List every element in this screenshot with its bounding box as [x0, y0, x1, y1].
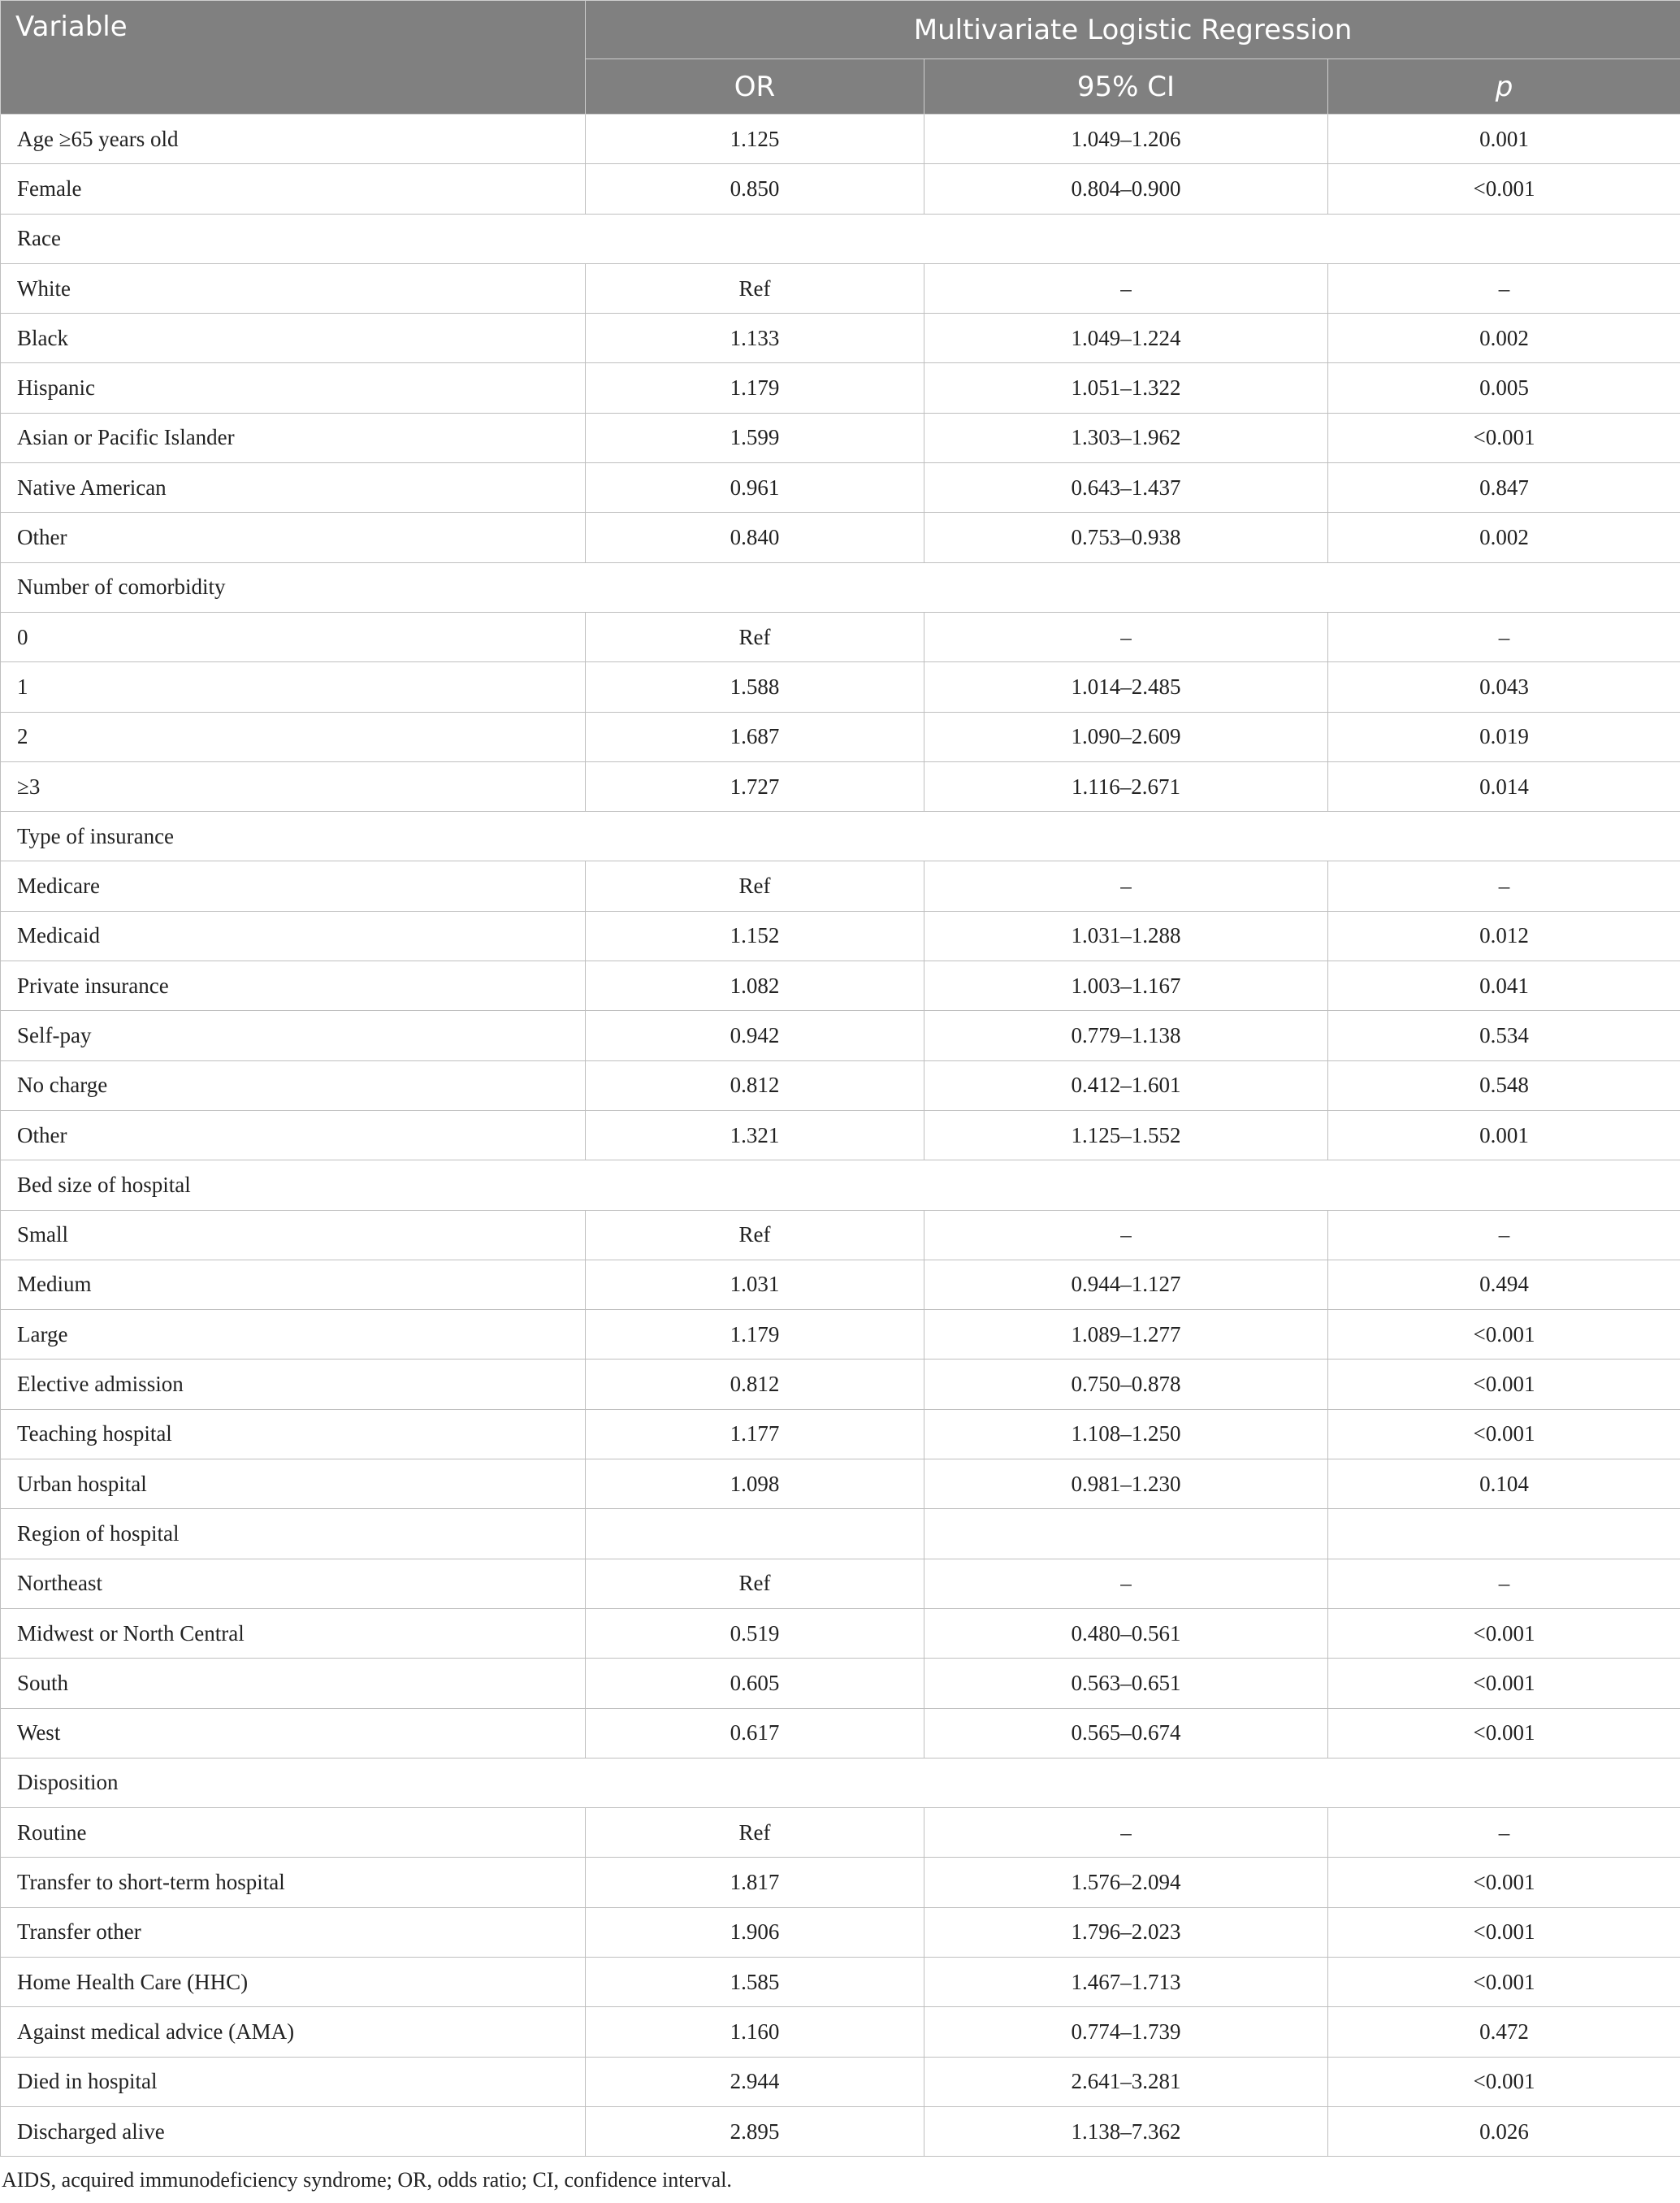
row-label: Urban hospital [1, 1459, 586, 1509]
odds-ratio-cell: 1.585 [586, 1957, 924, 2006]
confidence-interval-cell: – [924, 861, 1328, 911]
odds-ratio-cell: Ref [586, 1210, 924, 1260]
row-label: West [1, 1708, 586, 1758]
p-value-cell: 0.019 [1328, 712, 1680, 761]
table-row [1, 513, 1680, 562]
p-value-cell: <0.001 [1328, 1310, 1680, 1360]
row-label: Native American [1, 463, 586, 513]
confidence-interval-cell: 0.563–0.651 [924, 1659, 1328, 1708]
confidence-interval-cell: 1.138–7.362 [924, 2106, 1328, 2156]
confidence-interval-cell: 1.031–1.288 [924, 911, 1328, 961]
table-row [1, 463, 1680, 513]
table-row [1, 413, 1680, 462]
confidence-interval-cell: 1.303–1.962 [924, 413, 1328, 462]
table-row [1, 164, 1680, 214]
section-label: Bed size of hospital [1, 1160, 1680, 1210]
row-label: Self-pay [1, 1011, 586, 1060]
confidence-interval-cell: 1.108–1.250 [924, 1409, 1328, 1459]
table-row [1, 1907, 1680, 1957]
odds-ratio-cell: 0.617 [586, 1708, 924, 1758]
confidence-interval-cell: – [924, 1559, 1328, 1608]
confidence-interval-cell: 1.089–1.277 [924, 1310, 1328, 1360]
row-label: Transfer to short-term hospital [1, 1858, 586, 1907]
section-row [1, 1758, 1680, 1807]
confidence-interval-cell: 1.090–2.609 [924, 712, 1328, 761]
section-label: Disposition [1, 1758, 1680, 1807]
row-label: Died in hospital [1, 2057, 586, 2106]
p-value-cell: 0.001 [1328, 115, 1680, 164]
p-value-cell: – [1328, 1210, 1680, 1260]
p-value-cell: – [1328, 861, 1680, 911]
odds-ratio-cell: Ref [586, 1559, 924, 1608]
section-row [1, 214, 1680, 263]
odds-ratio-cell: Ref [586, 612, 924, 661]
odds-ratio-cell: 0.961 [586, 463, 924, 513]
odds-ratio-cell: 2.944 [586, 2057, 924, 2106]
p-value-cell: 0.043 [1328, 662, 1680, 712]
row-label: Medicaid [1, 911, 586, 961]
confidence-interval-cell: 1.576–2.094 [924, 1858, 1328, 1907]
p-value-cell: <0.001 [1328, 2057, 1680, 2106]
table-row [1, 662, 1680, 712]
row-label: Medium [1, 1260, 586, 1309]
confidence-interval-cell: 0.804–0.900 [924, 164, 1328, 214]
row-label: Asian or Pacific Islander [1, 413, 586, 462]
row-label: Home Health Care (HHC) [1, 1957, 586, 2006]
odds-ratio-cell: 1.031 [586, 1260, 924, 1309]
confidence-interval-cell [924, 1509, 1328, 1559]
row-label: Other [1, 1110, 586, 1160]
table-row [1, 1459, 1680, 1509]
section-label: Number of comorbidity [1, 562, 1680, 612]
confidence-interval-cell: 0.753–0.938 [924, 513, 1328, 562]
table-row [1, 911, 1680, 961]
p-value-cell: <0.001 [1328, 1858, 1680, 1907]
p-value-cell: <0.001 [1328, 1360, 1680, 1409]
table-row [1, 1608, 1680, 1658]
odds-ratio-cell: 1.177 [586, 1409, 924, 1459]
confidence-interval-cell: 0.779–1.138 [924, 1011, 1328, 1060]
odds-ratio-cell: 0.942 [586, 1011, 924, 1060]
table-row [1, 1260, 1680, 1309]
p-value-cell: 0.847 [1328, 463, 1680, 513]
table-row [1, 1310, 1680, 1360]
p-value-cell: 0.005 [1328, 363, 1680, 413]
confidence-interval-cell: – [924, 263, 1328, 313]
row-label: Elective admission [1, 1360, 586, 1409]
table-row [1, 961, 1680, 1011]
section-row [1, 1160, 1680, 1210]
p-value-cell: – [1328, 263, 1680, 313]
confidence-interval-cell: 0.981–1.230 [924, 1459, 1328, 1509]
table-row [1, 115, 1680, 164]
confidence-interval-cell: 0.643–1.437 [924, 463, 1328, 513]
odds-ratio-cell: 1.125 [586, 115, 924, 164]
row-label: Teaching hospital [1, 1409, 586, 1459]
table-row [1, 1210, 1680, 1260]
odds-ratio-cell: 0.812 [586, 1060, 924, 1110]
row-label: 0 [1, 612, 586, 661]
odds-ratio-cell: 1.687 [586, 712, 924, 761]
confidence-interval-cell: 0.480–0.561 [924, 1608, 1328, 1658]
confidence-interval-cell: 1.467–1.713 [924, 1957, 1328, 2006]
odds-ratio-cell: 1.321 [586, 1110, 924, 1160]
row-label: Routine [1, 1808, 586, 1858]
table-row [1, 1808, 1680, 1858]
odds-ratio-cell: 1.160 [586, 2007, 924, 2057]
table-row [1, 1957, 1680, 2006]
row-label: Medicare [1, 861, 586, 911]
p-value-cell: <0.001 [1328, 1907, 1680, 1957]
odds-ratio-cell: 0.812 [586, 1360, 924, 1409]
odds-ratio-cell: 0.519 [586, 1608, 924, 1658]
p-value-cell: – [1328, 1559, 1680, 1608]
p-value-cell: – [1328, 1808, 1680, 1858]
section-row [1, 562, 1680, 612]
row-label: 1 [1, 662, 586, 712]
table-header [1, 1, 1680, 115]
p-value-cell: 0.041 [1328, 961, 1680, 1011]
table-row [1, 1659, 1680, 1708]
p-value-cell: <0.001 [1328, 1708, 1680, 1758]
odds-ratio-cell [586, 1509, 924, 1559]
odds-ratio-cell: 1.599 [586, 413, 924, 462]
row-label: Small [1, 1210, 586, 1260]
p-value-cell: <0.001 [1328, 164, 1680, 214]
confidence-interval-cell: 1.125–1.552 [924, 1110, 1328, 1160]
odds-ratio-cell: 1.727 [586, 761, 924, 811]
row-label: Private insurance [1, 961, 586, 1011]
row-label: Hispanic [1, 363, 586, 413]
odds-ratio-cell: 0.850 [586, 164, 924, 214]
odds-ratio-cell: 0.605 [586, 1659, 924, 1708]
p-value-cell: 0.014 [1328, 761, 1680, 811]
odds-ratio-cell: Ref [586, 861, 924, 911]
table-row [1, 1110, 1680, 1160]
odds-ratio-cell: 1.179 [586, 363, 924, 413]
table-row [1, 1858, 1680, 1907]
p-value-cell: 0.002 [1328, 513, 1680, 562]
odds-ratio-cell: 1.906 [586, 1907, 924, 1957]
odds-ratio-cell: 2.895 [586, 2106, 924, 2156]
row-label: Female [1, 164, 586, 214]
confidence-interval-cell: – [924, 1210, 1328, 1260]
confidence-interval-cell: 1.049–1.224 [924, 314, 1328, 363]
section-label: Race [1, 214, 1680, 263]
p-value-cell: 0.494 [1328, 1260, 1680, 1309]
table-row [1, 861, 1680, 911]
p-value-cell: – [1328, 612, 1680, 661]
row-label: South [1, 1659, 586, 1708]
p-value-cell: 0.002 [1328, 314, 1680, 363]
table-row [1, 1060, 1680, 1110]
confidence-interval-cell: 1.003–1.167 [924, 961, 1328, 1011]
row-label: Midwest or North Central [1, 1608, 586, 1658]
confidence-interval-cell: – [924, 612, 1328, 661]
p-value-cell: <0.001 [1328, 1957, 1680, 2006]
row-label: Northeast [1, 1559, 586, 1608]
confidence-interval-cell: 1.014–2.485 [924, 662, 1328, 712]
odds-ratio-cell: 1.179 [586, 1310, 924, 1360]
confidence-interval-cell: 0.774–1.739 [924, 2007, 1328, 2057]
p-value-cell: 0.534 [1328, 1011, 1680, 1060]
table-row [1, 1409, 1680, 1459]
table-row [1, 263, 1680, 313]
odds-ratio-cell: Ref [586, 1808, 924, 1858]
confidence-interval-cell: 0.944–1.127 [924, 1260, 1328, 1309]
table-row [1, 2007, 1680, 2057]
p-value-cell: 0.104 [1328, 1459, 1680, 1509]
odds-ratio-cell: 1.817 [586, 1858, 924, 1907]
table-row [1, 2057, 1680, 2106]
row-label: No charge [1, 1060, 586, 1110]
row-label: Against medical advice (AMA) [1, 2007, 586, 2057]
confidence-interval-cell: 0.412–1.601 [924, 1060, 1328, 1110]
table-row [1, 1509, 1680, 1559]
odds-ratio-cell: 1.588 [586, 662, 924, 712]
odds-ratio-cell: 1.098 [586, 1459, 924, 1509]
p-value-cell: 0.012 [1328, 911, 1680, 961]
table-row [1, 1360, 1680, 1409]
row-label: Transfer other [1, 1907, 586, 1957]
section-row [1, 812, 1680, 861]
header-multivariate-group: Multivariate Logistic Regression [586, 1, 1680, 59]
row-label: Age ≥65 years old [1, 115, 586, 164]
p-value-cell: <0.001 [1328, 1409, 1680, 1459]
p-value-cell: 0.472 [1328, 2007, 1680, 2057]
confidence-interval-cell: 1.796–2.023 [924, 1907, 1328, 1957]
confidence-interval-cell: 0.750–0.878 [924, 1360, 1328, 1409]
table-row [1, 761, 1680, 811]
row-label: Large [1, 1310, 586, 1360]
row-label: Region of hospital [1, 1509, 586, 1559]
header-variable: Variable [1, 1, 586, 115]
row-label: Discharged alive [1, 2106, 586, 2156]
table-footnote: AIDS, acquired immunodeficiency syndrome; OR, odds ratio; CI, confidence interval. [2, 2168, 732, 2192]
p-value-cell: 0.001 [1328, 1110, 1680, 1160]
table-row [1, 1011, 1680, 1060]
confidence-interval-cell: 1.051–1.322 [924, 363, 1328, 413]
header-ci: 95% CI [924, 59, 1328, 115]
p-value-cell: <0.001 [1328, 413, 1680, 462]
odds-ratio-cell: 1.133 [586, 314, 924, 363]
header-p: p [1328, 59, 1680, 115]
row-label: Other [1, 513, 586, 562]
confidence-interval-cell: 2.641–3.281 [924, 2057, 1328, 2106]
table-row [1, 612, 1680, 661]
row-label: ≥3 [1, 761, 586, 811]
row-label: White [1, 263, 586, 313]
p-value-cell: 0.026 [1328, 2106, 1680, 2156]
confidence-interval-cell: 1.049–1.206 [924, 115, 1328, 164]
table-row [1, 314, 1680, 363]
p-value-cell: <0.001 [1328, 1659, 1680, 1708]
odds-ratio-cell: 0.840 [586, 513, 924, 562]
p-value-cell [1328, 1509, 1680, 1559]
odds-ratio-cell: 1.152 [586, 911, 924, 961]
p-value-cell: <0.001 [1328, 1608, 1680, 1658]
table-row [1, 363, 1680, 413]
odds-ratio-cell: 1.082 [586, 961, 924, 1011]
table-row [1, 1559, 1680, 1608]
table-row [1, 712, 1680, 761]
row-label: 2 [1, 712, 586, 761]
odds-ratio-cell: Ref [586, 263, 924, 313]
confidence-interval-cell: 1.116–2.671 [924, 761, 1328, 811]
table-body [1, 115, 1680, 2157]
p-value-cell: 0.548 [1328, 1060, 1680, 1110]
confidence-interval-cell: 0.565–0.674 [924, 1708, 1328, 1758]
row-label: Black [1, 314, 586, 363]
table-row [1, 1708, 1680, 1758]
section-label: Type of insurance [1, 812, 1680, 861]
confidence-interval-cell: – [924, 1808, 1328, 1858]
header-or: OR [586, 59, 924, 115]
table-row [1, 2106, 1680, 2156]
